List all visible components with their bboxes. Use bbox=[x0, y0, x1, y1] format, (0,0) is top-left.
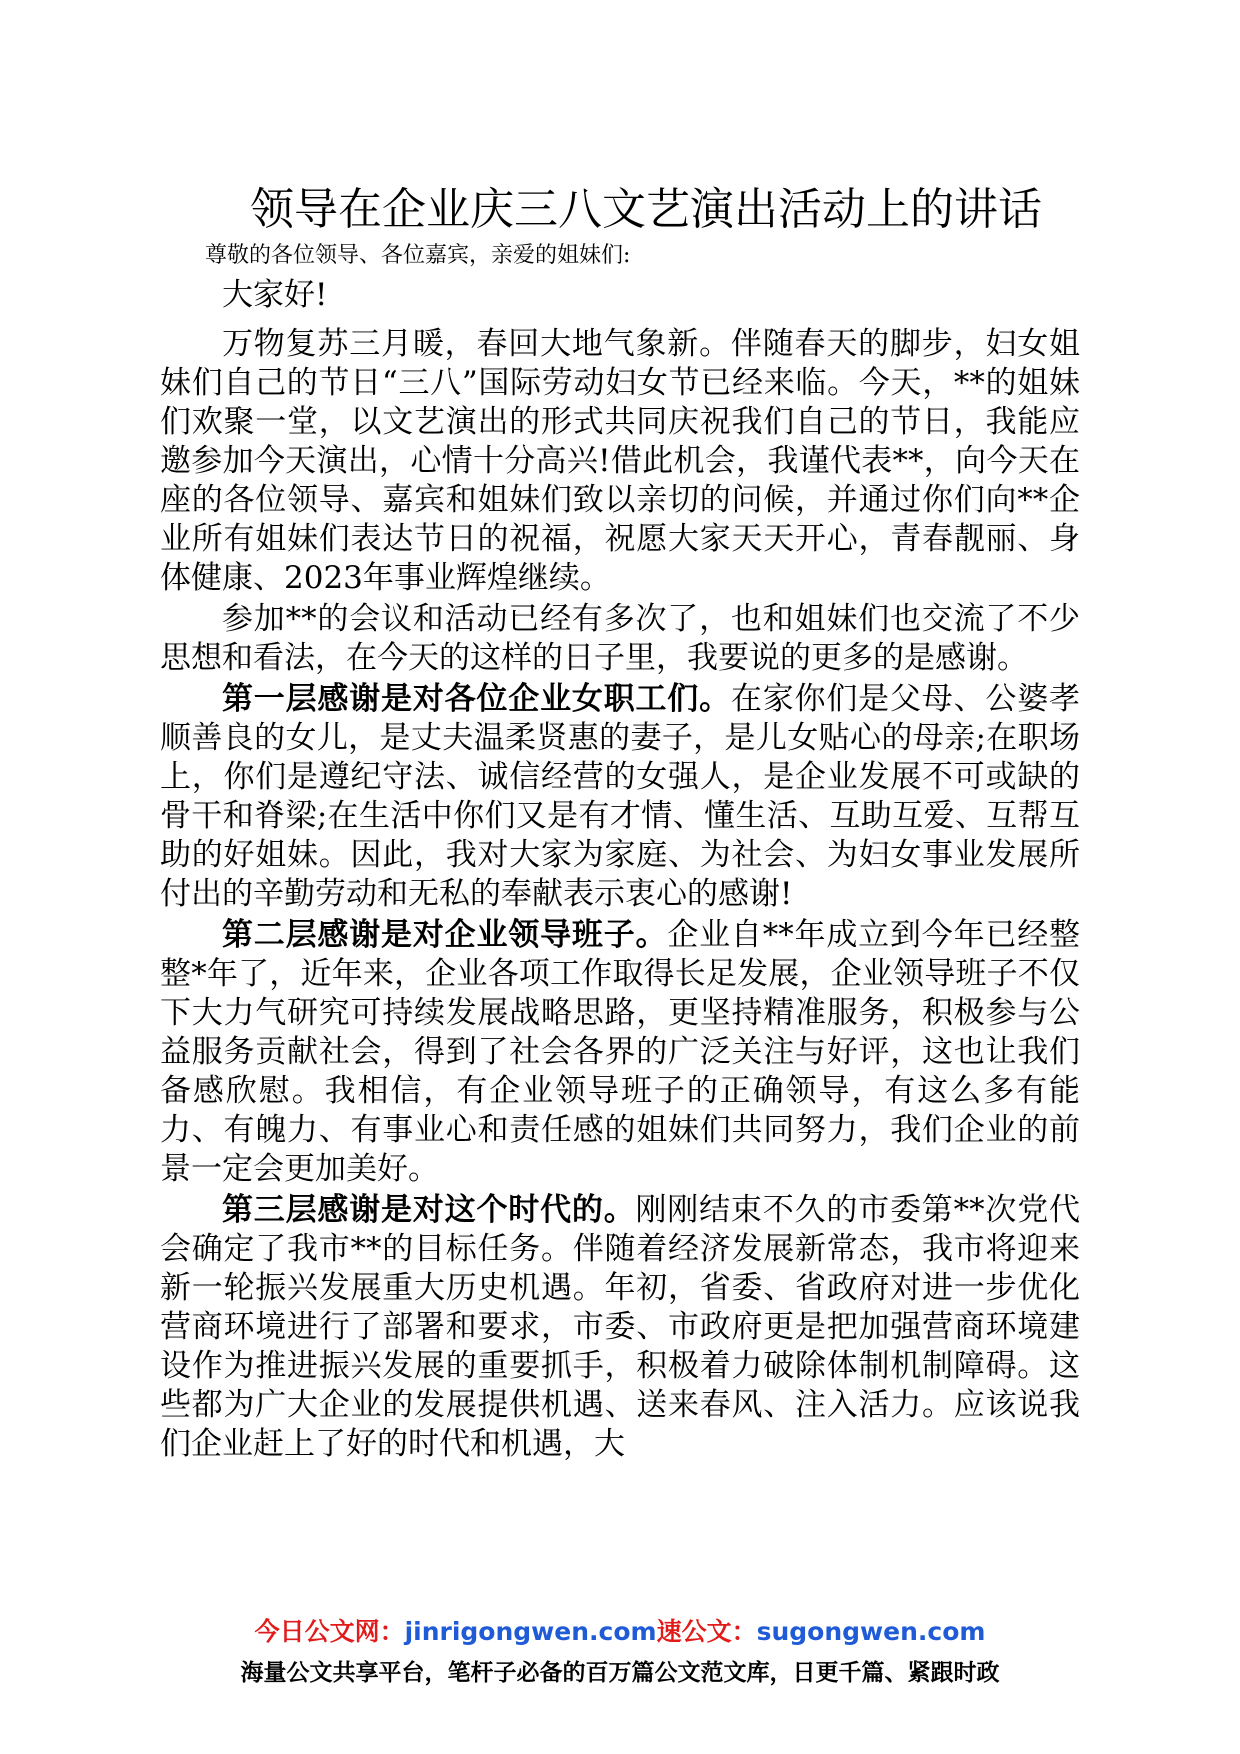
footer-banner bbox=[0, 1615, 1240, 1689]
paragraph-lead: 第三层感谢是对这个时代的。 bbox=[222, 1192, 636, 1228]
paragraph-lead: 第二层感谢是对企业领导班子。 bbox=[222, 917, 668, 953]
paragraph-text: 在家你们是父母、公婆孝顺善良的女儿，是丈夫温柔贤惠的妻子，是儿女贴心的母亲;在职场上，你们是遵纪守法、诚信经营的女强人，是企业发展不可或缺的骨干和脊梁;在生活中你们又是有才情、懂生活、互助互爱、互帮互助的好姐妹。因此，我对大家为家庭、为社会、为妇女事业发展所付出的辛勤劳动和无私的奉献表示衷心的感谢! bbox=[160, 681, 1080, 912]
paragraph-1 bbox=[160, 325, 1080, 598]
paragraph-text: 刚刚结束不久的市委第**次党代会确定了我市**的目标任务。伴随着经济发展新常态，我市将迎来新一轮振兴发展重大历史机遇。年初，省委、省政府对进一步优化营商环境进行了部署和要求，市委、市政府更是把加强营商环境建设作为推进振兴发展的重要抓手，积极着力破除体制机制障碍。这些都为广大企业的发展提供机遇、送来春风、注入活力。应该说我们企业赶上了好的时代和机遇，大 bbox=[160, 1192, 1080, 1462]
site2-link[interactable]: sugongwen.com bbox=[756, 1617, 986, 1646]
paragraph-3 bbox=[160, 680, 1080, 914]
greeting: 大家好! bbox=[222, 277, 328, 313]
paragraph-5 bbox=[160, 1191, 1080, 1464]
salutation: 尊敬的各位领导、各位嘉宾，亲爱的姐妹们: bbox=[205, 243, 631, 268]
paragraph-lead: 第一层感谢是对各位企业女职工们。 bbox=[222, 681, 731, 717]
site1-label: 今日公文网： bbox=[254, 1617, 405, 1646]
footer-sites bbox=[0, 1615, 1240, 1649]
paragraph-2 bbox=[160, 600, 1080, 678]
document-title: 领导在企业庆三八文艺演出活动上的讲话 bbox=[250, 184, 1042, 235]
paragraph-text: 企业自**年成立到今年已经整整*年了，近年来，企业各项工作取得长足发展，企业领导班子不仅下大力气研究可持续发展战略思路，更坚持精准服务，积极参与公益服务贡献社会，得到了社会各界的广泛关注与好评，这也让我们备感欣慰。我相信，有企业领导班子的正确领导，有这么多有能力、有魄力、有事业心和责任感的姐妹们共同努力，我们企业的前景一定会更加美好。 bbox=[160, 917, 1081, 1187]
site2-label: 速公文： bbox=[656, 1617, 757, 1646]
paragraph-text: 万物复苏三月暖，春回大地气象新。伴随春天的脚步，妇女姐妹们自己的节日“三八”国际劳动妇女节已经来临。今天，**的姐妹们欢聚一堂，以文艺演出的形式共同庆祝我们自己的节日，我能应邀参加今天演出，心情十分高兴!借此机会，我谨代表**，向今天在座的各位领导、嘉宾和姐妹们致以亲切的问候，并通过你们向**企业所有姐妹们表达节日的祝福，祝愿大家天天开心，青春靓丽、身体健康、2023年事业辉煌继续。 bbox=[160, 326, 1080, 596]
document-body bbox=[160, 276, 1080, 1466]
site1-link[interactable]: jinrigongwen.com bbox=[404, 1617, 657, 1646]
paragraph-4 bbox=[160, 916, 1080, 1189]
footer-tagline: 海量公文共享平台，笔杆子必备的百万篇公文范文库，日更千篇、紧跟时政 bbox=[240, 1660, 1000, 1686]
paragraph-text: 参加**的会议和活动已经有多次了，也和姐妹们也交流了不少思想和看法，在今天的这样的日子里，我要说的更多的是感谢。 bbox=[160, 601, 1080, 676]
